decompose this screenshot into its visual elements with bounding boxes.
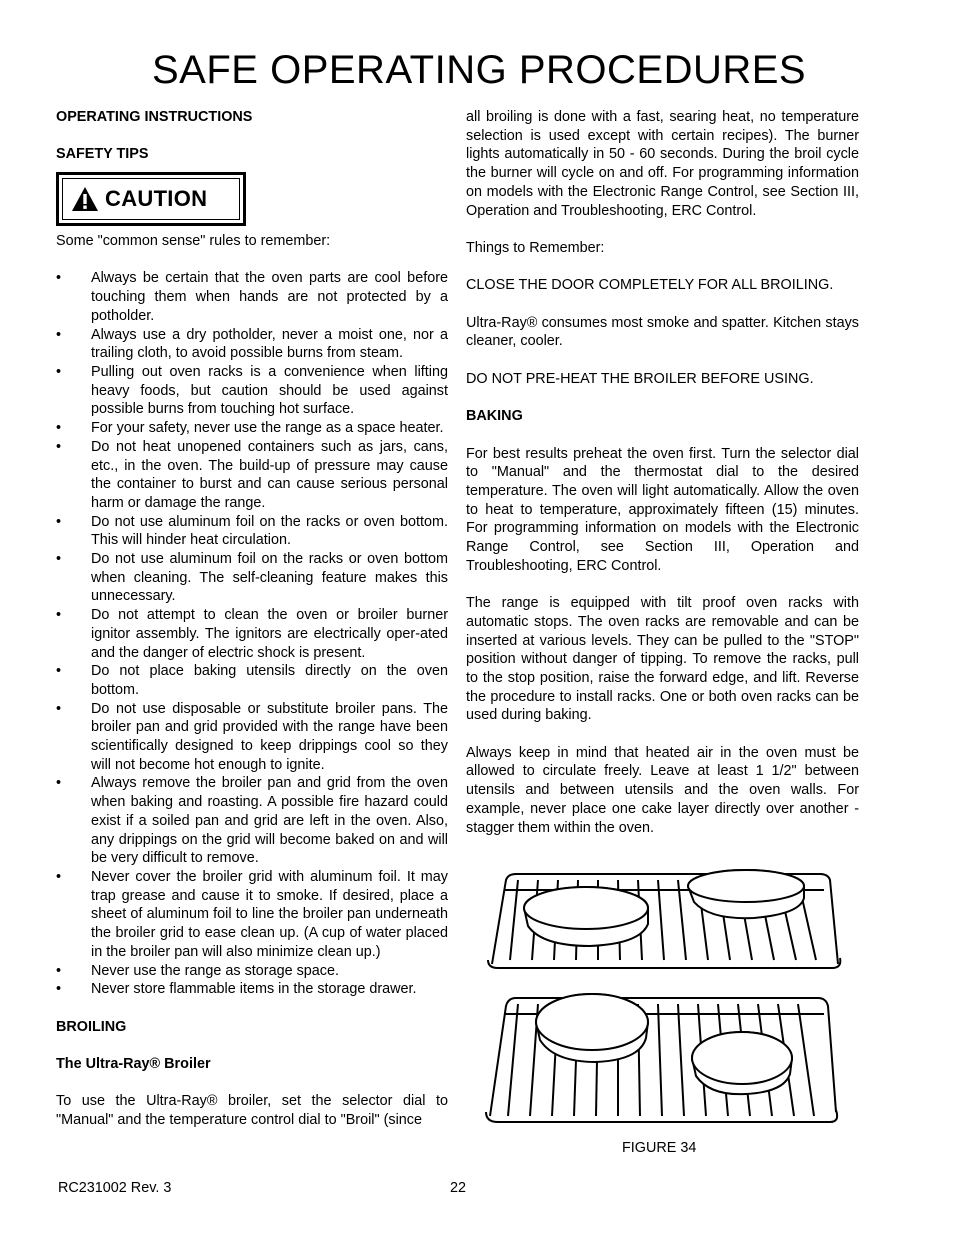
- list-item: • Do not use aluminum foil on the racks or oven bottom. This will hinder heat circulation.: [56, 513, 448, 550]
- oven-racks-illustration: [484, 868, 844, 1128]
- broiling-heading: BROILING: [56, 1018, 127, 1035]
- caution-label: CAUTION: [105, 185, 208, 211]
- ultra-ray-note: Ultra-Ray® consumes most smoke and spatter. Kitchen stays cleaner, cooler.: [466, 314, 859, 350]
- no-preheat-note: DO NOT PRE-HEAT THE BROILER BEFORE USING.: [466, 370, 814, 387]
- document-id: RC231002 Rev. 3: [58, 1180, 172, 1196]
- baking-paragraph-3: Always keep in mind that heated air in the oven must be allowed to circulate freely. Leave at least 1 1/2" between utensils and between utensils and the oven walls. For example, never place one cake layer directly over another - stagger them within the oven.: [466, 744, 859, 836]
- list-item: • Never cover the broiler grid with aluminum foil. It may trap grease and cause it to smoke. If desired, place a sheet of aluminum foil to line the broiler pan underneath the broiler grid to ease clean up. (A cup of water placed in the broiler pan will also minimize clean up.): [56, 868, 448, 962]
- list-item: • Do not use disposable or substitute broiler pans. The broiler pan and grid provided with the range have been scientifically designed to keep drippings cool so they will not become hot enough to ignite.: [56, 700, 448, 775]
- baking-heading: BAKING: [466, 408, 523, 425]
- page-title: SAFE OPERATING PROCEDURES: [152, 48, 807, 92]
- safety-bullet-list: [56, 269, 448, 998]
- list-item: • Never store flammable items in the storage drawer.: [56, 980, 448, 999]
- baking-paragraph-1: For best results preheat the oven first. Turn the selector dial to "Manual" and the thermostat dial to the desired temperature. The oven will light automatically. Allow the oven to heat to temperature, approximately fifteen (15) minutes. For programming information on models with the Electronic Range Control, see Section III, Operation and Troubleshooting, ERC Control.: [466, 445, 859, 574]
- left-column: [56, 108, 448, 1148]
- operating-instructions-heading: OPERATING INSTRUCTIONS: [56, 109, 253, 125]
- broiling-continued-paragraph: all broiling is done with a fast, searing heat, no temperature selection is used except with certain recipes). The burner lights automatically in 50 - 60 seconds. During the broil cycle the burner will cycle on and off. For programming information on models with the Electronic Range Control, see Section III, Operation and Troubleshooting, ERC Control.: [466, 109, 859, 219]
- list-item: • Always use a dry potholder, never a moist one, nor a trailing cloth, to avoid possible burns from steam.: [56, 326, 448, 363]
- safety-tips-heading: SAFETY TIPS: [56, 146, 149, 163]
- caution-box: [56, 172, 246, 226]
- broiler-paragraph: To use the Ultra-Ray® broiler, set the selector dial to "Manual" and the temperature control dial to "Broil" (since: [56, 1093, 448, 1129]
- ultra-ray-broiler-subheading: The Ultra-Ray® Broiler: [56, 1055, 211, 1072]
- list-item: • Always be certain that the oven parts are cool before touching them when hands are not protected by a potholder.: [56, 269, 448, 325]
- list-item: • Do not use aluminum foil on the racks or oven bottom when cleaning. The self-cleaning feature makes this unnecessary.: [56, 550, 448, 606]
- right-column: [466, 108, 859, 856]
- things-to-remember-heading: Things to Remember:: [466, 239, 605, 256]
- baking-paragraph-2: The range is equipped with tilt proof oven racks with automatic stops. The oven racks are removable and can be inserted at various levels. They can be pulled to the "STOP" position without danger of tipping. To remove the racks, pull to the stop position, raise the forward edge, and lift. Reverse the procedure to install racks. One or both oven racks can be used during baking.: [466, 595, 859, 724]
- list-item: • For your safety, never use the range as a space heater.: [56, 419, 448, 438]
- list-item: • Never use the range as storage space.: [56, 962, 448, 981]
- warning-triangle-icon: [71, 186, 99, 212]
- page-number: 22: [450, 1180, 467, 1196]
- list-item: • Do not attempt to clean the oven or broiler burner ignitor assembly. The ignitors are electrically oper-ated and the danger of electric shock is present.: [56, 606, 448, 662]
- close-door-note: CLOSE THE DOOR COMPLETELY FOR ALL BROILING.: [466, 277, 834, 294]
- list-item: • Pulling out oven racks is a convenience when lifting heavy foods, but caution should be used against possible burns from touching hot surface.: [56, 363, 448, 419]
- rules-intro: Some "common sense" rules to remember:: [56, 233, 331, 250]
- list-item: • Always remove the broiler pan and grid from the oven when baking and roasting. A possible fire hazard could exist if a soiled pan and grid are left in the oven. Also, any drippings on the grid will become baked on and will be very difficult to remove.: [56, 774, 448, 868]
- list-item: • Do not place baking utensils directly on the oven bottom.: [56, 662, 448, 699]
- list-item: • Do not heat unopened containers such as jars, cans, etc., in the oven. The build-up of pressure may cause the container to burst and can cause serious personal harm or damage the range.: [56, 438, 448, 513]
- figure-caption: FIGURE 34: [622, 1140, 697, 1156]
